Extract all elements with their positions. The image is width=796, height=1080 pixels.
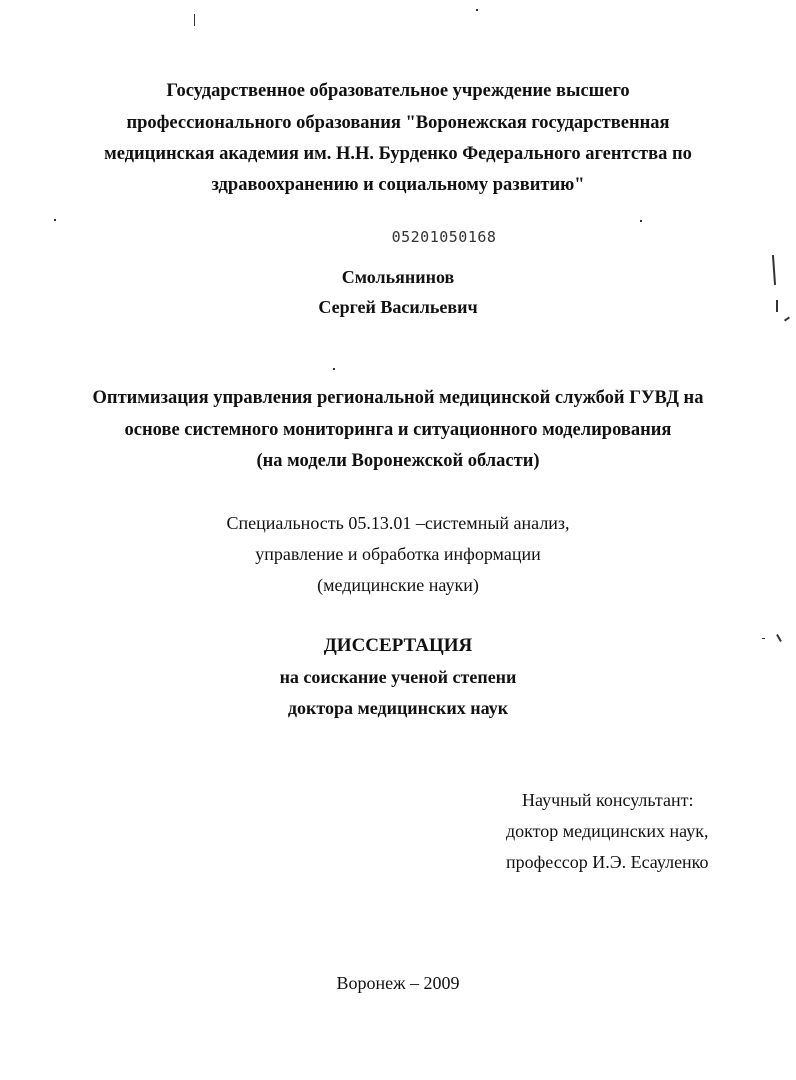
work-type-heading: ДИССЕРТАЦИЯ bbox=[323, 635, 473, 656]
consultant-label: Научный консультант: bbox=[522, 790, 694, 810]
author-given-names: Сергей Васильевич bbox=[318, 297, 478, 317]
registration-number: 05201050168 bbox=[391, 228, 497, 246]
institution-line-4: здравоохранению и социальному развитию" bbox=[211, 175, 585, 195]
author-surname: Смольянинов bbox=[341, 267, 455, 287]
city-year: Воронеж – 2009 bbox=[336, 973, 460, 993]
specialty-line-3: (медицинские науки) bbox=[317, 575, 479, 595]
institution-line-3: медицинская академия им. Н.Н. Бурденко Федерального агентства по bbox=[104, 144, 692, 164]
scan-speck bbox=[762, 638, 765, 639]
degree-line-1: на соискание ученой степени bbox=[279, 667, 517, 687]
institution-line-1: Государственное образовательное учреждение высшего bbox=[166, 81, 630, 101]
title-line-1: Оптимизация управления региональной медицинской службой ГУВД на bbox=[92, 388, 704, 408]
scan-speck bbox=[784, 316, 790, 321]
scan-speck bbox=[333, 368, 335, 370]
title-line-3: (на модели Воронежской области) bbox=[256, 451, 540, 471]
specialty-line-1: Специальность 05.13.01 –системный анализ, bbox=[226, 513, 570, 533]
consultant-name: профессор И.Э. Есауленко bbox=[506, 852, 709, 872]
consultant-degree: доктор медицинских наук, bbox=[506, 821, 709, 841]
scan-speck bbox=[776, 300, 778, 312]
scan-speck bbox=[54, 219, 56, 221]
title-line-2: основе системного мониторинга и ситуационного моделирования bbox=[124, 420, 672, 440]
scan-speck bbox=[476, 9, 478, 11]
degree-line-2: доктора медицинских наук bbox=[287, 698, 509, 718]
scan-speck bbox=[194, 14, 195, 26]
institution-line-2: профессионального образования "Воронежская государственная bbox=[126, 113, 670, 133]
specialty-line-2: управление и обработка информации bbox=[255, 544, 541, 564]
scan-speck bbox=[640, 220, 642, 222]
